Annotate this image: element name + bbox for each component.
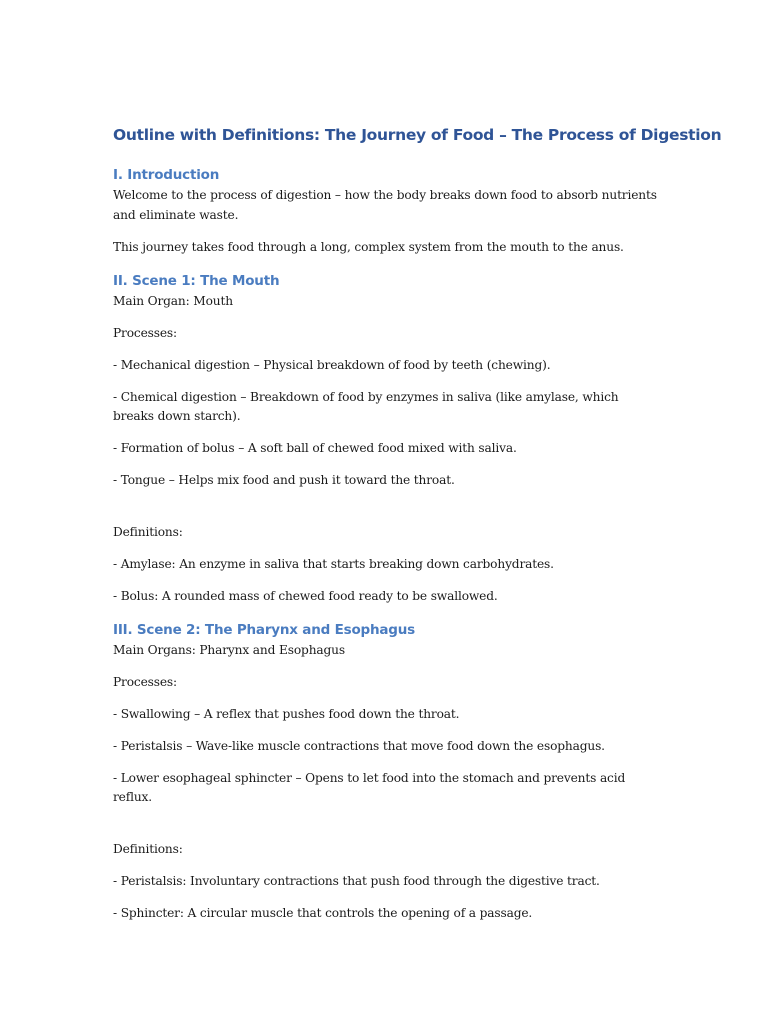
pharynx-definition-item: - Sphincter: A circular muscle that controls the opening of a passage. [113, 905, 533, 920]
blank-line [113, 503, 658, 523]
intro-paragraph-1: Welcome to the process of digestion – how the body breaks down food to absorb nutrients and eliminate waste. [113, 188, 657, 222]
section-heading-introduction: I. Introduction [113, 167, 220, 183]
intro-paragraph-2: This journey takes food through a long, complex system from the mouth to the anus. [113, 239, 624, 254]
mouth-definition-item: - Amylase: An enzyme in saliva that starts breaking down carbohydrates. [113, 556, 554, 571]
section-heading-mouth: II. Scene 1: The Mouth [113, 272, 280, 289]
pharynx-processes-label: Processes: [113, 674, 177, 689]
pharynx-definition-item: - Peristalsis: Involuntary contractions that push food through the digestive tract. [113, 873, 600, 888]
mouth-definitions-label: Definitions: [113, 524, 183, 539]
pharynx-process-item: - Peristalsis – Wave-like muscle contractions that move food down the esophagus. [113, 738, 605, 753]
pharynx-definitions-label: Definitions: [113, 841, 183, 856]
document-title: Outline with Definitions: The Journey of Food – The Process of Digestion [113, 126, 722, 144]
pharynx-process-item: - Lower esophageal sphincter – Opens to let food into the stomach and prevents acid reflux. [113, 770, 626, 804]
section-heading-pharynx-esophagus: III. Scene 2: The Pharynx and Esophagus [113, 621, 416, 638]
mouth-process-item: - Tongue – Helps mix food and push it toward the throat. [113, 473, 455, 487]
pharynx-process-item: - Swallowing – A reflex that pushes food down the throat. [113, 706, 460, 721]
section-pharynx-esophagus [113, 619, 658, 924]
mouth-process-item: - Chemical digestion – Breakdown of food by enzymes in saliva (like amylase, which breaks down starch). [113, 389, 619, 423]
blank-line [113, 820, 658, 840]
mouth-processes-label: Processes: [113, 325, 177, 340]
document-content [113, 124, 722, 936]
mouth-definition-item: - Bolus: A rounded mass of chewed food ready to be swallowed. [113, 588, 498, 603]
mouth-process-item: - Mechanical digestion – Physical breakdown of food by teeth (chewing). [113, 357, 551, 372]
section-mouth [113, 270, 658, 607]
mouth-main-organ: Main Organ: Mouth [113, 293, 233, 308]
pharynx-main-organs: Main Organs: Pharynx and Esophagus [113, 642, 345, 657]
mouth-process-item: - Formation of bolus – A soft ball of chewed food mixed with saliva. [113, 441, 517, 455]
section-introduction [113, 164, 658, 257]
